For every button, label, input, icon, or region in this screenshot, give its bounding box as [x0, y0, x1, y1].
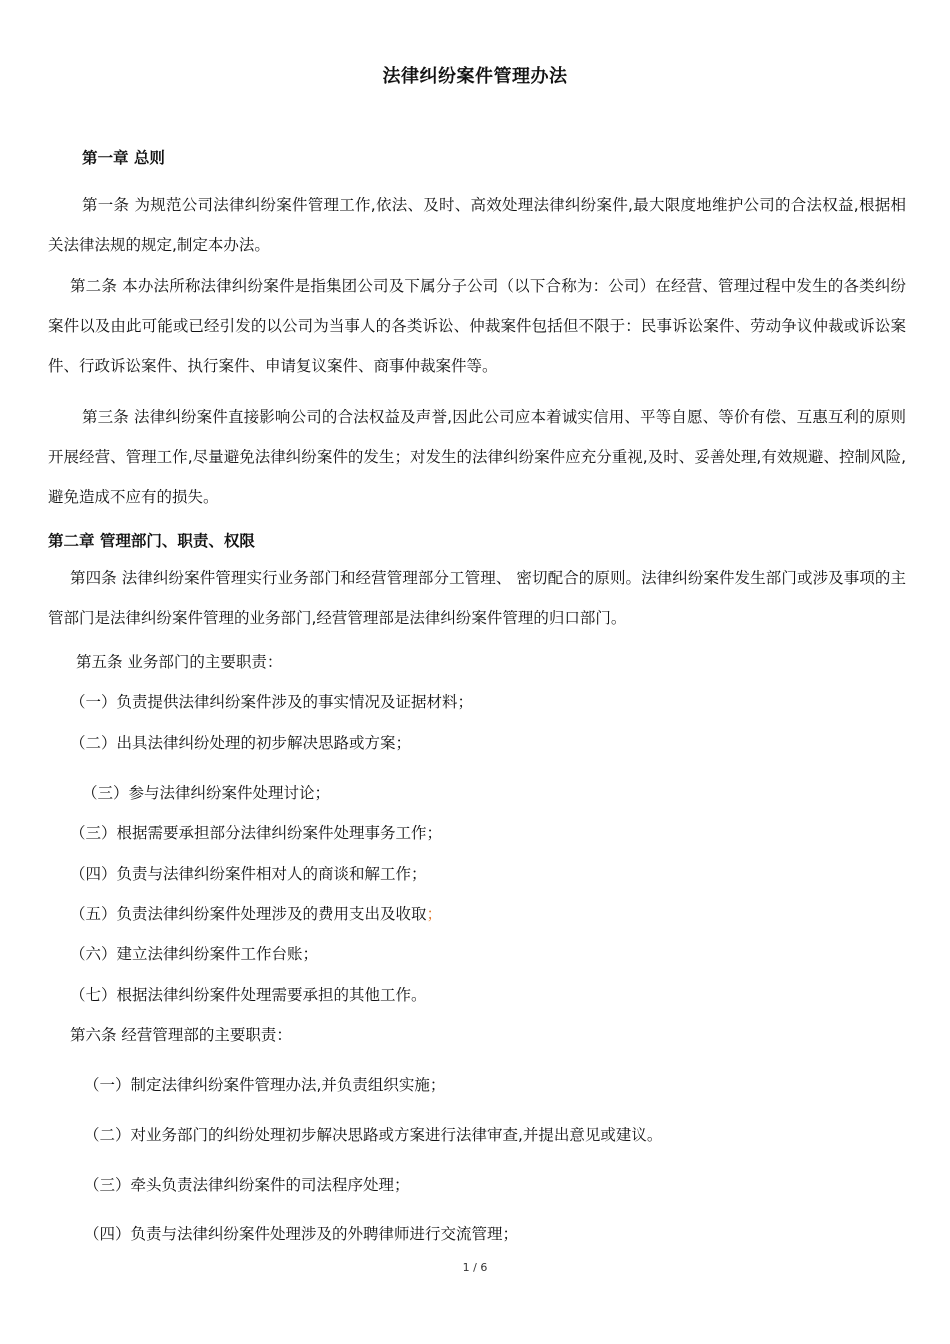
article-1: 第一条 为规范公司法律纠纷案件管理工作,依法、及时、高效处理法律纠纷案件,最大限度地维护公司的合法权益,根据相关法律法规的规定,制定本办法。	[48, 196, 906, 254]
list-item: （一）制定法律纠纷案件管理办法,并负责组织实施；	[84, 1076, 446, 1094]
chapter-2-heading: 第二章 管理部门、职责、权限	[48, 532, 255, 550]
list-item: （一）负责提供法律纠纷案件涉及的事实情况及证据材料；	[70, 693, 474, 711]
article-2: 第二条 本办法所称法律纠纷案件是指集团公司及下属分子公司（以下合称为：公司）在经营、管理过程中发生的各类纠纷案件以及由此可能或已经引发的以公司为当事人的各类诉讼、仲裁案件包括但不限于：民事诉讼案件、劳动争议仲裁或诉讼案件、行政诉讼案件、执行案件、申请复议案件、商事仲裁案件等。	[48, 277, 906, 375]
page-number: 1 / 6	[462, 1261, 488, 1274]
list-item: （七）根据法律纠纷案件处理需要承担的其他工作。	[70, 986, 427, 1004]
list-item-suffix: ；	[426, 905, 443, 923]
list-item: （四）负责与法律纠纷案件相对人的商谈和解工作；	[70, 865, 427, 883]
list-item: （三）参与法律纠纷案件处理讨论；	[82, 784, 331, 802]
list-item: （二）出具法律纠纷处理的初步解决思路或方案；	[70, 734, 412, 752]
document-title: 法律纠纷案件管理办法	[382, 66, 568, 87]
article-3: 第三条 法律纠纷案件直接影响公司的合法权益及声誉,因此公司应本着诚实信用、平等自愿、等价有偿、互惠互利的原则开展经营、管理工作,尽量避免法律纠纷案件的发生；对发生的法律纠纷案件应充分重视,及时、妥善处理,有效规避、控制风险,避免造成不应有的损失。	[48, 408, 906, 506]
chapter-1-heading: 第一章 总则	[82, 149, 165, 167]
article-6: 第六条 经营管理部的主要职责：	[70, 1026, 292, 1044]
article-5: 第五条 业务部门的主要职责：	[76, 653, 283, 671]
list-item: （三）牵头负责法律纠纷案件的司法程序处理；	[84, 1176, 410, 1194]
article-4: 第四条 法律纠纷案件管理实行业务部门和经营管理部分工管理、 密切配合的原则。法律纠纷案件发生部门或涉及事项的主管部门是法律纠纷案件管理的业务部门,经营管理部是法律纠纷案件管理的归口部门。	[48, 569, 906, 627]
list-item: （四）负责与法律纠纷案件处理涉及的外聘律师进行交流管理；	[84, 1225, 519, 1243]
list-item: （二）对业务部门的纠纷处理初步解决思路或方案进行法律审查,并提出意见或建议。	[84, 1126, 663, 1144]
list-item: （三）根据需要承担部分法律纠纷案件处理事务工作；	[70, 824, 443, 842]
list-item-text: （五）负责法律纠纷案件处理涉及的费用支出及收取	[70, 905, 427, 923]
list-item	[70, 902, 442, 924]
list-item: （六）建立法律纠纷案件工作台账；	[70, 945, 319, 963]
